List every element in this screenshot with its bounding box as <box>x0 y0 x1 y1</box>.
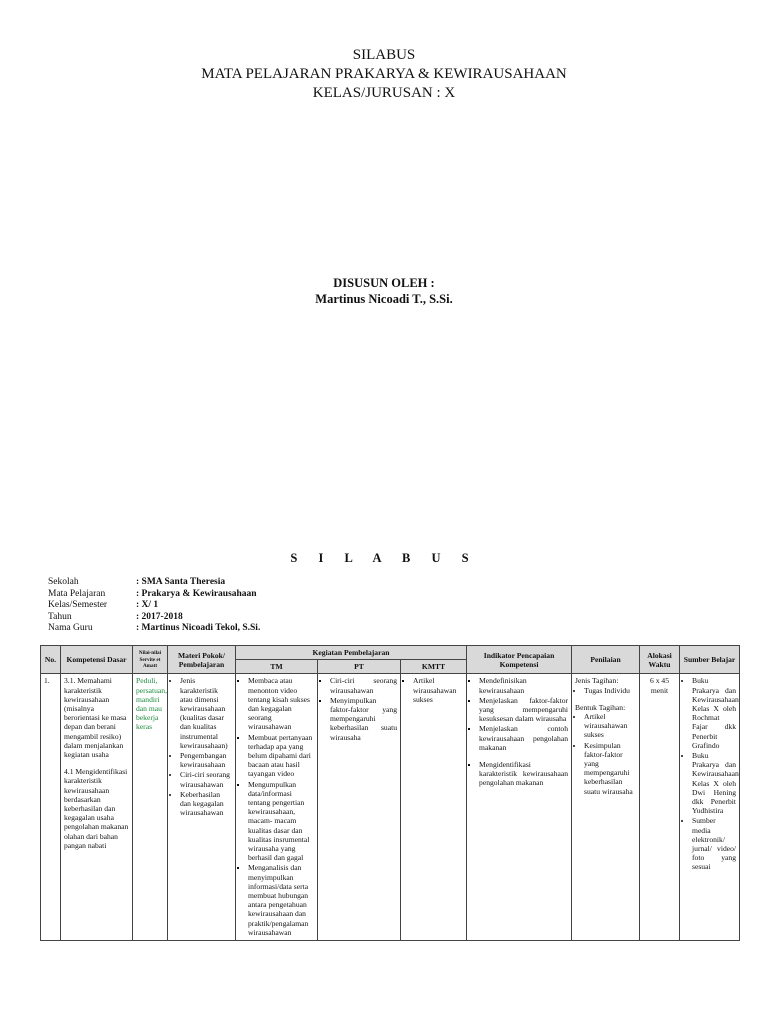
list-item: • Buku Prakarya dan Kewirausahaan Kelas X oleh Rochmat Fajar dkk Penerbit Grafindo <box>692 676 736 750</box>
list-item: • Tugas Individu <box>584 686 636 695</box>
table-row <box>41 674 740 941</box>
header-sumber: Sumber Belajar <box>680 646 740 674</box>
info-value: : SMA Santa Theresia <box>136 577 226 587</box>
info-value: : 2017-2018 <box>136 611 183 622</box>
info-row-class <box>48 600 260 612</box>
cell-materi <box>168 674 236 941</box>
header-alokasi: Alokasi Waktu <box>640 646 680 674</box>
cell-penilaian <box>572 674 640 941</box>
kd-4-1: 4.1 Mengidentifikasi karakteristik kewirausahaan berdasarkan keberhasilan dan kegagalan usaha pengolahan makanan olahan dari bahan pangan nabati <box>64 767 129 850</box>
syllabus-table <box>40 645 740 941</box>
author-name: Martinus Nicoadi T., S.Si. <box>315 292 453 306</box>
list-item: ▪ Menjelaskan contoh kewirausahaan pengolahan makanan <box>479 724 568 752</box>
penilaian-jenis-label: Jenis Tagihan: <box>575 676 619 686</box>
cell-kmtt <box>401 674 467 941</box>
header-materi: Materi Pokok/ Pembelajaran <box>168 646 236 674</box>
list-item: ▪ Menjelaskan faktor-faktor yang mempengaruhi kesuksesan dalam wirausaha <box>479 696 568 724</box>
info-label: Mata Pelajaran <box>48 588 106 599</box>
header-penilaian: Penilaian <box>572 646 640 674</box>
info-label: Nama Guru <box>48 623 93 633</box>
info-value: : X/ 1 <box>136 600 159 610</box>
list-item: • Pengembangan kewirausahaan <box>180 751 232 769</box>
header-tm: TM <box>236 660 318 674</box>
list-item: • Sumber media elektronik/ jurnal/ video/ foto yang sesuai <box>692 816 736 871</box>
info-row-year <box>48 612 260 624</box>
list-item: • Jenis karakteristik atau dimensi kewirausahaan (kualitas dasar dan kualitas instrumental kewirausahaan) <box>180 676 232 750</box>
cell-indikator <box>467 674 572 941</box>
table-header-row <box>41 646 740 660</box>
list-item: ▪ Membaca atau menonton video tentang kisah sukses dan kegagalan seorang wirausahawan <box>248 676 314 731</box>
title-line-1: SILABUS <box>352 47 416 63</box>
list-item: ▪ Mengidentifikasi karakteristik kewirausahaan pengolahan makanan <box>479 760 568 788</box>
info-value: : Prakarya & Kewirausahaan <box>136 588 257 599</box>
info-label: Sekolah <box>48 577 79 587</box>
title-line-3: KELAS/JURUSAN : X <box>312 85 456 101</box>
author-label: DISUSUN OLEH : <box>333 276 435 290</box>
list-item: ▪ Mengumpulkan data/informasi tentang pengertian kewirausahaan, macam- macam kualitas dasar dan kualitas insrumental wirausaha yang berhasil dan gagal <box>248 780 314 863</box>
cell-pt <box>318 674 401 941</box>
cell-alokasi: 6 x 45 menit <box>640 674 680 941</box>
kd-3-1: 3.1. Memahami karakteristik kewirausahaan (misalnya berorientasi ke masa depan dan berani mengambil resiko) dalam menjalankan kegiatan usaha <box>64 676 127 760</box>
list-item: ▪ Membuat pertanyaan terhadap apa yang belum dipahami dari bacaan atau hasil tayangan video <box>248 733 314 779</box>
penilaian-bentuk-label: Bentuk Tagihan: <box>575 702 626 712</box>
info-value: : Martinus Nicoadi Tekol, S.Si. <box>136 623 261 633</box>
document-title <box>0 46 768 103</box>
header-nilai: Nilai-nilai Servite et Amatt <box>133 646 168 674</box>
info-label: Kelas/Semester <box>48 600 108 610</box>
list-item: • Keberhasilan dan kegagalan wirausahawan <box>180 790 232 818</box>
author-block <box>0 275 768 307</box>
list-item: • Buku Prakarya dan Kewirausahaan Kelas X oleh Dwi Hening dkk Penerbit Yudhistira <box>692 751 736 815</box>
cell-tm <box>236 674 318 941</box>
list-item: ▪ Ciri-ciri seorang wirausahawan <box>330 676 397 694</box>
list-item: ▪ Menganalisis dan menyimpulkan informasi/data serta membuat hubungan antara pengetahuan kewirausahaan dan praktik/pengalaman wirausahawan <box>248 863 314 937</box>
info-row-school <box>48 577 260 589</box>
header-kegiatan: Kegiatan Pembelajaran <box>236 646 467 660</box>
list-item: • Ciri-ciri seorang wirausahawan <box>180 770 232 788</box>
cell-kd <box>61 674 133 941</box>
info-label: Tahun <box>48 611 72 622</box>
silabus-heading: S I L A B U S <box>290 551 478 565</box>
header-kmtt: KMTT <box>401 660 467 674</box>
header-pt: PT <box>318 660 401 674</box>
header-no: No. <box>41 646 61 674</box>
list-item: ▪ Mendefinisikan kewirausahaan <box>479 676 568 694</box>
header-kd: Kompetensi Dasar <box>61 646 133 674</box>
cell-no: 1. <box>41 674 61 941</box>
cell-nilai: Peduli, persatuan, mandiri dan mau bekerja keras <box>133 674 168 941</box>
school-info <box>48 577 260 635</box>
info-row-teacher <box>48 623 260 635</box>
list-item: • Kesimpulan faktor-faktor yang mempengaruhi keberhasilan suatu wirausaha <box>584 741 636 796</box>
list-item: ▪ Menyimpulkan faktor-faktor yang mempengaruhi keberhasilan suatu wirausaha <box>330 696 397 742</box>
title-line-2: MATA PELAJARAN PRAKARYA & KEWIRAUSAHAAN <box>201 66 567 82</box>
cell-sumber <box>680 674 740 941</box>
list-item: ▪ Artikel wirausahawan sukses <box>413 676 463 704</box>
list-item: • Artikel wirausahawan sukses <box>584 712 636 740</box>
header-indikator: Indikator Pencapaian Kompetensi <box>467 646 572 674</box>
info-row-subject <box>48 589 260 601</box>
